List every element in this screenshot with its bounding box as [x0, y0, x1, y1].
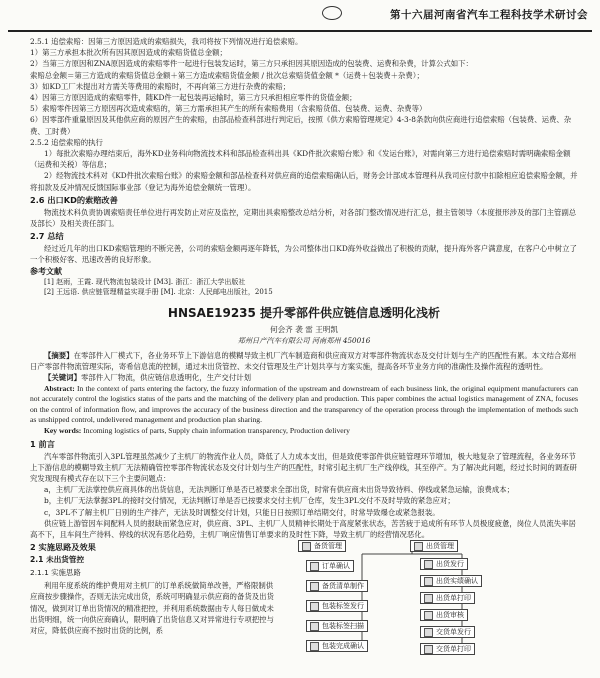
section-heading: 2.7 总结	[30, 231, 64, 242]
conference-logo-icon	[322, 6, 342, 20]
keywords-en-text: Incoming logistics of parts, Supply chain information transparency, Production delivery	[83, 426, 350, 436]
abstract-en-label: Abstract:	[44, 383, 75, 393]
abstract-text: 在零部件入厂模式下，各业务环节上下游信息的模糊导致主机厂汽车制造商和供应商双方对零部件物流状态及交付计划与生产的匹配性有累。本文结合郑州日产零部件物流管理实际，寄希信息流的控制，通过未出货管控、未交付管理及生产计划共享与方案实施，提高各环节业务方向的准确性及操作流程的透明性。	[30, 351, 577, 372]
section-heading: 1 前言	[30, 438, 55, 449]
flow-node-inventory-mgmt: 备货管理	[298, 540, 346, 552]
paragraph: a，主机厂无法掌控供应商具体的出货信息，无法判断订单是否已被要求全部出货，时常有供应商未出货导致待料、停线或紧急运输，浪费成本；	[44, 485, 515, 495]
paper-affiliation: 郑州日产汽车有限公司 河南郑州 450016	[237, 336, 371, 346]
paragraph: 2）经物流技术科对《KD件批次索赔台账》的索赔金额和部品检查科对供应商的追偿索赔确认后，财务会计部成本管理科从我司应付款中扣除相应追偿索赔金额，并将扣款及反冲情况反馈国际事业部（登记为海外追偿金额统一管理）。	[30, 171, 578, 192]
paragraph: 1）每批次索赔办理结束后，海外KD业务科向物流技术科和部品检查科出具《KD件批次索赔台账》和《发运台账》，对需向第三方进行追偿索赔时需明确索赔金额（运费和关税）等信息；	[30, 149, 571, 170]
abstract-en	[30, 384, 578, 437]
flow-node: 包装标签扫描	[306, 620, 368, 632]
flow-node: 包装标签发行	[306, 600, 368, 612]
left-column	[30, 540, 280, 665]
flow-node: 交货单打印	[420, 643, 475, 655]
paragraph: 4）因第三方原因造成的索赔零件，随KD件一起包装再运输时，第三方只承担相应零件的货值金额；	[30, 93, 357, 103]
paragraph: c，3PL不了解主机厂日别的生产排产，无法及时调整交付计划，只能日日按照订单结期交付，时常导致爆仓或紧急报装。	[44, 507, 440, 517]
reference-item: [1] 赵雨，王霞. 现代物流包装设计 [M3]. 浙江：浙江大学出版社	[44, 277, 246, 286]
keywords-en-label: Key words:	[44, 426, 82, 436]
flow-node: 交货单发行	[420, 626, 475, 638]
abstract-en-text: In the context of parts entering the factory, the fuzzy information of the upstream and downstream of each business link, the original equipment manufacturers can not accurately control the logistics status of the parts and the matching of the delivery plan and production. This paper combines the actual logistics management of ZNA, focuses on the control of information flow, and improves the accuracy of the business direction and the transparency of the operation process through the implementation of methods such as unshipped control, undelivered management and production plan sharing.	[30, 383, 578, 425]
section-heading: 2.5.1 追偿索赔：因第三方原因造成的索赔损失，我司将按下列情况进行追偿索赔。	[30, 37, 303, 46]
flow-diagram	[292, 540, 578, 665]
step-icon	[310, 562, 319, 571]
keywords-label: 【关键词】	[44, 373, 81, 383]
paragraph: 5）索赔零件因第三方原因再次造成索赔的，第三方需承担其产生的所有索赔费用（含索赔货值、包装费、运费、杂费等）	[30, 104, 427, 114]
step-icon	[424, 577, 433, 586]
flow-node: 出货实绩确认	[420, 575, 482, 587]
step-icon	[310, 642, 319, 651]
section-heading: 2.6 出口KD的索赔改善	[30, 194, 118, 205]
step-icon	[424, 560, 433, 569]
paragraph: 经过近几年的出口KD索赔管理的不断完善，公司的索赔金额再逐年降低，为公司整体出口KD海外收益做出了积极的贡献，提升海外客户满意度，在客户心中树立了一个积极好客、迅速改善的良好形象。	[30, 244, 577, 265]
keywords-text: 零部件入厂物流，供应链信息透明化，生产交付计划	[80, 373, 251, 383]
paragraph: 1）第三方承担本批次所有因其原因造成的索赔货值总金额；	[30, 48, 227, 58]
paragraph: 3）如KD工厂未提出对方需关等费用的索赔时，不再向第三方进行杂费的索赔；	[30, 81, 291, 91]
paragraph: b，主机厂无法掌握3PL的接时交付情况，无法判断订单是否已按要求交付主机厂仓库，发生3PL交付不及时导致的紧急应对；	[44, 496, 455, 506]
reference-item: [2] 王远语. 供应链管理精益实现手册 [M]. 北京：人民邮电出版社，2015	[44, 287, 273, 296]
flow-node: 出货审核	[420, 609, 468, 621]
section-heading: 2.1.1 实施思路	[30, 568, 81, 578]
step-icon	[424, 594, 433, 603]
page-content	[30, 36, 578, 665]
abstract-label: 【摘要】	[44, 351, 74, 361]
flow-node: 出货单打印	[420, 592, 475, 604]
step-icon	[424, 628, 433, 637]
abstract-cn	[30, 350, 578, 372]
module-icon	[302, 542, 311, 551]
flow-node: 出货发行	[420, 558, 468, 570]
paragraph: 供应链上游管因车间配料人员的报缺而紧急应对，供应商、3PL、主机厂人员精神长期处于高度紧张状态，苦苦疲于追成所有环节人员极度疲惫，岗位人员流失率居高不下，且车间生产待料、停线的状况有恶化趋势，主机厂响应情售订单要求的及时性下降，导致主机厂的经营情况恶化。	[30, 518, 576, 540]
flow-node-shipping-mgmt: 出货管理	[410, 540, 458, 552]
references-heading: 参考文献	[30, 266, 62, 276]
step-icon	[310, 602, 319, 611]
step-icon	[310, 622, 319, 631]
module-icon	[414, 542, 423, 551]
keywords-cn	[30, 372, 578, 383]
step-icon	[424, 645, 433, 654]
section-heading: 2.1 未出货管控	[30, 555, 85, 565]
flow-node: 订单确认	[306, 560, 354, 572]
paragraph: 利用年度系统的维护费用对主机厂的订单系统做简单改善，严格限制供应商按步骤操作，否则无法完成出货，系统可明确显示供应商的备货及出货情况，做到对订单出货情况的精准把控，并利用系统数据由专人每日做成未出货明细，统一向供应商确认，限明确了出货信息又对异常进行专项把控与对应，降低供应商不按时出货的比例，系	[30, 581, 274, 636]
section-heading: 2 实施思路及效果	[30, 542, 96, 553]
journal-header	[8, 4, 592, 32]
flow-node: 包装完成确认	[306, 640, 368, 652]
paragraph: 6）因零部件重量原因及其他供应商的原因产生的索赔，由部品检查科部进行判定后，按照《供方索赔管理规定》4-3-8条款向供应商进行追偿索赔（包装费、运费、杂费、工时费）	[30, 115, 572, 136]
paragraph: 物流技术科负责协调索赔责任单位进行再发防止对应及监控，定期出具索赔整改总结分析，对各部门整改情况进行汇总，报主管领导（本度报形涉及的部门主管副总及部长）及相关责任部门。	[30, 207, 577, 229]
paragraph: 汽车零部件物流引入3PL管理虽然减少了主机厂的物流作业人员，降低了人力成本支出，但是致使零部件供应链管理环节增加，极大地复杂了管理流程，各业务环节上下游信息的模糊导致主机厂无法精确管控零部件物流状态及交付计划与生产的匹配性，时常引起主机厂生产线停线，其至停产。为了解决此问题，经过长时间的调查研究发现现有模式存在以下三个主要问题点：	[30, 451, 577, 484]
section-heading: 2.5.2 追偿索赔的执行	[30, 137, 103, 147]
paper-title: HNSAE19235 提升零部件供应链信息透明化浅析	[167, 305, 441, 320]
paragraph: 2）当第三方原因和ZNA原因造成的索赔零件一起进行包装发运时，第三方只承担因其原因造成的包装费、运费和杂费，计算公式如下：	[30, 59, 473, 69]
journal-title: 第十六届河南省汽车工程科技学术研讨会	[390, 9, 588, 21]
paragraph: 索赔总金额＝第三方造成的索赔货值总金额＋第三方造成索赔货值金额 / 批次总索赔货值金额 *（运费＋包装费＋杂费）；	[30, 70, 424, 80]
two-column-section	[30, 540, 578, 665]
step-icon	[424, 611, 433, 620]
paper-authors: 何会齐 袭 雷 王明凯	[270, 325, 338, 335]
step-icon	[310, 582, 319, 591]
flow-node: 备货清单制作	[306, 580, 368, 592]
